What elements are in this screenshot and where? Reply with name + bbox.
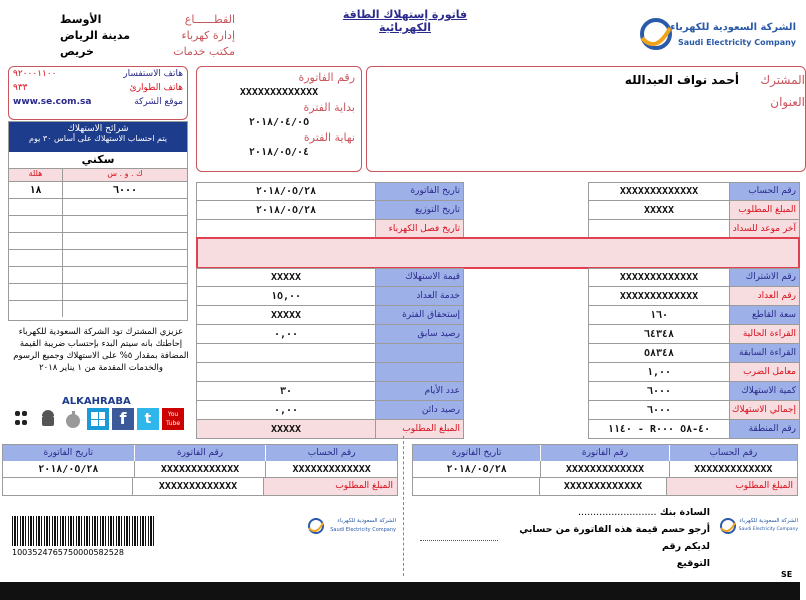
right-stub-logo bbox=[718, 512, 798, 540]
tariff-category: سكني bbox=[81, 153, 115, 166]
table-value: ٦٠٠٠ bbox=[646, 405, 672, 416]
ls-h-date: تاريخ الفاتورة bbox=[43, 448, 94, 458]
tariff-row bbox=[9, 232, 187, 249]
ls-bill: XXXXXXXXXXXXX bbox=[135, 461, 267, 477]
tariff-kwh bbox=[63, 216, 187, 232]
table-value: XXXXXXXXXXXXX bbox=[619, 272, 699, 283]
app-icons bbox=[12, 408, 184, 430]
bank-section: السادة بنك .......................... أرجو حسم قيمة هذه الفاتورة من حسابي لديكم رقم التوقيع bbox=[500, 504, 710, 572]
period-end-value: ٢٠١٨/٠٥/٠٤ bbox=[248, 147, 310, 158]
tariff-kwh bbox=[63, 301, 187, 317]
admin-label: إدارة كهرباء bbox=[181, 29, 235, 42]
barcode-text: 1003524765750000582528 bbox=[12, 548, 124, 557]
youtube-icon[interactable]: You Tube bbox=[162, 408, 184, 430]
ls-amount-label: المبلغ المطلوب bbox=[264, 478, 397, 495]
table-label: سعة القاطع bbox=[729, 306, 799, 324]
barcode bbox=[12, 516, 154, 546]
table-row bbox=[588, 182, 800, 201]
table-row bbox=[196, 306, 464, 325]
table-row bbox=[196, 344, 464, 363]
request-text: أرجو حسم قيمة هذه الفاتورة من حسابي لديكم رقم bbox=[519, 524, 710, 552]
table-label: رقم الحساب bbox=[729, 182, 799, 200]
table-row bbox=[588, 325, 800, 344]
table-row bbox=[196, 182, 464, 201]
table-value: XXXXX bbox=[270, 310, 302, 321]
sector-label: القطــــــاع bbox=[184, 13, 235, 26]
table-value: ٠,٠٠ bbox=[273, 405, 299, 416]
bill-title: فاتورة إستهلاك الطاقة الكهربائية bbox=[342, 8, 468, 34]
sec-logo-icon bbox=[718, 516, 738, 536]
facebook-icon[interactable]: f bbox=[112, 408, 134, 430]
sec-logo-icon bbox=[306, 516, 326, 536]
table-row bbox=[588, 287, 800, 306]
table-label: المبلغ المطلوب bbox=[729, 201, 799, 219]
tariff-col-kwh: ك . و . س bbox=[107, 169, 143, 178]
table-row bbox=[196, 325, 464, 344]
tariff-panel bbox=[8, 121, 188, 321]
tariff-kwh bbox=[63, 199, 187, 215]
tariff-kwh bbox=[63, 233, 187, 249]
bill-info-box bbox=[196, 66, 362, 172]
table-row bbox=[196, 268, 464, 287]
table-value bbox=[197, 363, 375, 381]
sector-value: الأوسط bbox=[60, 13, 102, 26]
table-label: آخر موعد للسداد bbox=[729, 220, 799, 238]
left-stub-logo bbox=[306, 512, 396, 540]
table-value: ٢٠١٨/٠٥/٢٨ bbox=[255, 186, 317, 197]
tariff-kwh bbox=[63, 250, 187, 266]
table-value: ١٦٠ bbox=[649, 310, 669, 321]
table-label: المبلغ المطلوب bbox=[375, 420, 463, 438]
table-value: XXXXX bbox=[197, 420, 375, 438]
rs-date: ٢٠١٨/٠٥/٢٨ bbox=[413, 461, 541, 477]
tariff-row bbox=[9, 198, 187, 215]
table-value: XXXXXXXXXXXXX bbox=[619, 186, 699, 197]
highlight-band bbox=[196, 237, 800, 269]
tariff-row bbox=[9, 215, 187, 232]
tariff-halala bbox=[9, 250, 63, 266]
table-value bbox=[589, 220, 729, 238]
table-label: القراءة الحالية bbox=[729, 325, 799, 343]
table-value: ٦٠٠٠ bbox=[646, 386, 672, 397]
ls-date: ٢٠١٨/٠٥/٢٨ bbox=[3, 461, 135, 477]
tariff-halala bbox=[9, 267, 63, 283]
tariff-row bbox=[9, 181, 187, 198]
signature-label: التوقيع bbox=[676, 558, 710, 569]
tariff-row bbox=[9, 283, 187, 300]
table-label: رصيد دائن bbox=[375, 401, 463, 419]
table-label: رقم الاشتراك bbox=[729, 268, 799, 286]
table-value: ١٥,٠٠ bbox=[270, 291, 302, 302]
tariff-halala bbox=[9, 301, 63, 317]
period-start-label: بداية الفترة bbox=[303, 101, 355, 114]
table-label: تاريخ الفاتورة bbox=[375, 182, 463, 200]
rs-company-en: Saudi Electricity Company bbox=[738, 527, 798, 532]
tariff-title: شرائح الاستهلاك bbox=[67, 124, 129, 134]
table-value: ٥٨٣٤٨ bbox=[643, 348, 675, 359]
tariff-row bbox=[9, 249, 187, 266]
rs-amount: XXXXXXXXXXXXX bbox=[539, 478, 667, 495]
windows-icon[interactable] bbox=[87, 408, 109, 430]
contacts-box bbox=[8, 66, 188, 120]
table-row bbox=[196, 401, 464, 420]
table-value bbox=[197, 220, 375, 238]
subscriber-name: أحمد نواف العبدالله bbox=[624, 73, 739, 87]
table-row bbox=[588, 344, 800, 363]
table-label: كمية الاستهلاك bbox=[729, 382, 799, 400]
stub-divider bbox=[403, 436, 404, 576]
tariff-halala bbox=[9, 233, 63, 249]
tariff-halala bbox=[9, 216, 63, 232]
rs-company-ar: الشركة السعودية للكهرباء bbox=[739, 518, 798, 524]
website-link[interactable]: www.se.com.sa bbox=[13, 97, 92, 107]
table-value: ٠,٠٠ bbox=[273, 329, 299, 340]
table-row bbox=[196, 287, 464, 306]
table-label: تاريخ فصل الكهرباء bbox=[375, 220, 463, 238]
office-label: مكتب خدمات bbox=[173, 45, 235, 58]
blackberry-icon[interactable] bbox=[12, 408, 34, 430]
rs-bill: XXXXXXXXXXXXX bbox=[541, 461, 669, 477]
apps-brand: ALKAHRABA bbox=[62, 396, 131, 407]
ls-account: XXXXXXXXXXXXX bbox=[292, 464, 371, 475]
sec-logo-icon bbox=[636, 14, 676, 54]
table-row bbox=[588, 268, 800, 287]
table-label: القراءة السابقة bbox=[729, 344, 799, 362]
tariff-kwh bbox=[63, 284, 187, 300]
table-label: رقم المنطقة bbox=[729, 420, 799, 438]
table-value: XXXXXXXXXXXXX bbox=[619, 291, 699, 302]
tariff-row bbox=[9, 266, 187, 283]
company-name-ar: الشركة السعودية للكهرباء bbox=[670, 22, 796, 33]
vat-notice: عزيزي المشترك تود الشركة السعودية للكهرباء إحاطتك بانه سيتم البدء بإحتساب ضريبة القيمة المضافة بمقدار ٥% على الاستهلاك وجميع الرسوم والخدمات المقدمة من ١ يناير ٢٠١٨ bbox=[13, 327, 189, 373]
address-label: العنوان bbox=[770, 95, 805, 109]
tariff-kwh bbox=[63, 267, 187, 283]
table-row bbox=[588, 306, 800, 325]
tariff-kwh: ٦٠٠٠ bbox=[112, 185, 138, 196]
table-label: تاريخ التوزيع bbox=[375, 201, 463, 219]
tariff-col-halala: هللة bbox=[9, 169, 63, 181]
table-row bbox=[588, 401, 800, 420]
table-row bbox=[196, 382, 464, 401]
table-label bbox=[375, 344, 463, 362]
table-value: XXXXX bbox=[270, 272, 302, 283]
rs-h-account: رقم الحساب bbox=[709, 448, 758, 458]
inquiry-label: هاتف الاستفسار bbox=[123, 69, 183, 79]
table-row bbox=[196, 420, 464, 439]
table-label: رقم العداد bbox=[729, 287, 799, 305]
android-icon[interactable] bbox=[37, 408, 59, 430]
emergency-label: هاتف الطوارئ bbox=[129, 83, 183, 93]
ls-amount: XXXXXXXXXXXXX bbox=[132, 478, 263, 495]
table-value: XXXXX bbox=[643, 205, 675, 216]
inquiry-value: ٩٢٠٠٠١١٠٠ bbox=[13, 69, 57, 79]
rs-h-bill: رقم الفاتورة bbox=[540, 445, 669, 461]
rs-h-date: تاريخ الفاتورة bbox=[451, 448, 502, 458]
right-stub bbox=[412, 444, 798, 496]
admin-value: مدينة الرياض bbox=[60, 29, 131, 42]
tariff-row bbox=[9, 300, 187, 317]
apple-icon[interactable] bbox=[62, 408, 84, 430]
table-label bbox=[375, 363, 463, 381]
subscriber-box bbox=[366, 66, 806, 172]
website-label: موقع الشركة bbox=[134, 97, 183, 107]
tariff-halala bbox=[9, 199, 63, 215]
bank-label: السادة بنك bbox=[659, 507, 710, 518]
table-value: ١,٠٠ bbox=[646, 367, 672, 378]
period-end-label: نهاية الفترة bbox=[303, 131, 355, 144]
ls-company-en: Saudi Electricity Company bbox=[330, 527, 396, 533]
tariff-halala bbox=[9, 284, 63, 300]
ls-h-account: رقم الحساب bbox=[307, 448, 356, 458]
corner-text: SE bbox=[781, 570, 793, 579]
ls-company-ar: الشركة السعودية للكهرباء bbox=[337, 518, 396, 524]
table-label: قيمة الاستهلاك bbox=[375, 268, 463, 286]
table-label: رصيد سابق bbox=[375, 325, 463, 343]
left-stub bbox=[2, 444, 398, 496]
table-value: ١١٤٠ - R٤٠-٥٨ ٠٠٠ bbox=[607, 424, 711, 435]
table-row bbox=[588, 363, 800, 382]
table-row bbox=[196, 363, 464, 382]
signature-line bbox=[420, 540, 498, 541]
sector-block bbox=[60, 12, 235, 60]
table-value: ٦٤٣٤٨ bbox=[643, 329, 675, 340]
table-label: إستحقاق الفترة bbox=[375, 306, 463, 324]
emergency-value: ٩٣٣ bbox=[13, 83, 28, 93]
twitter-icon[interactable]: t bbox=[137, 408, 159, 430]
company-name-en: Saudi Electricity Company bbox=[677, 38, 796, 47]
table-value: ٢٠١٨/٠٥/٢٨ bbox=[255, 205, 317, 216]
subscriber-label: المشترك bbox=[760, 73, 805, 87]
bottom-bar bbox=[0, 582, 800, 600]
table-value bbox=[197, 344, 375, 362]
table-row bbox=[588, 382, 800, 401]
table-label: عدد الأيام bbox=[375, 382, 463, 400]
office-value: خريص bbox=[60, 45, 94, 58]
table-row bbox=[588, 201, 800, 220]
company-logo bbox=[636, 8, 796, 58]
table-value: ٣٠ bbox=[279, 386, 293, 397]
rs-account: XXXXXXXXXXXXX bbox=[694, 464, 773, 475]
table-row bbox=[588, 420, 800, 439]
table-label: خدمة العداد bbox=[375, 287, 463, 305]
period-start-value: ٢٠١٨/٠٤/٠٥ bbox=[248, 117, 310, 128]
ls-h-bill: رقم الفاتورة bbox=[134, 445, 267, 461]
table-label: إجمالي الاستهلاك bbox=[729, 401, 799, 419]
table-label: معامل الضرب bbox=[729, 363, 799, 381]
bill-no-label: رقم الفاتورة bbox=[298, 71, 355, 84]
table-row bbox=[196, 201, 464, 220]
tariff-halala: ١٨ bbox=[9, 182, 63, 198]
bill-no-value: XXXXXXXXXXXXX bbox=[239, 87, 319, 98]
rs-amount-label: المبلغ المطلوب bbox=[667, 478, 797, 495]
tariff-subtitle: يتم احتساب الاستهلاك على أساس ٣٠ يوم bbox=[29, 134, 167, 143]
